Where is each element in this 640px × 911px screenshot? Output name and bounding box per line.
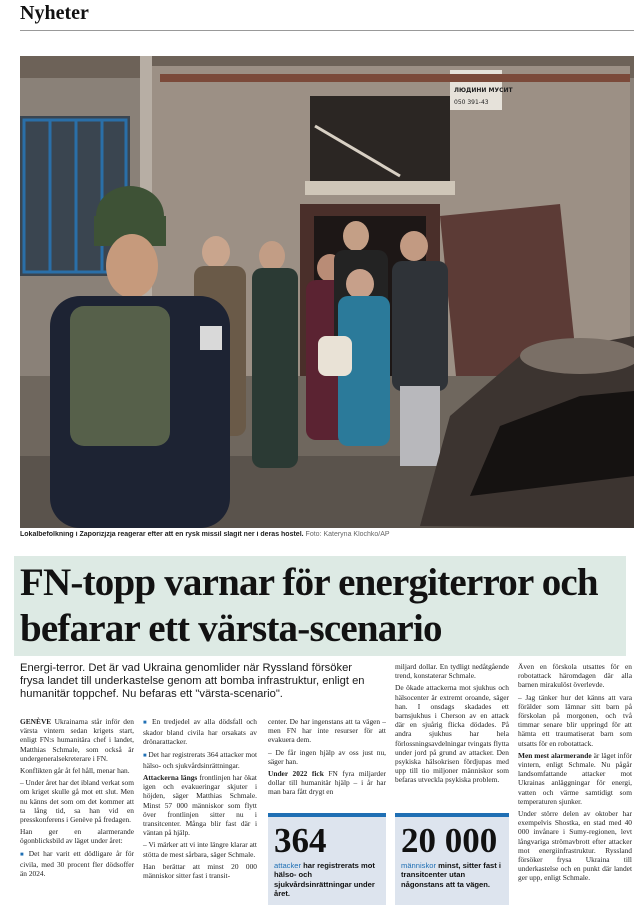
article-column-3: [268, 717, 386, 800]
photo-credit: Foto: Kateryna Klochko/AP: [305, 531, 390, 538]
paragraph-text: är läget inför vintern, enligt Schmale. Nu pågår landsomfattande attacker mot Ukrainas anläggningar för energi, vatten och värme samtidigt som temperaturen sjunker.: [518, 750, 632, 806]
factbox-attacks: [268, 813, 386, 905]
paragraph: – Under året har det ibland verkat som om kriget skulle gå mot ett slut. Men nu känns det som om det kommer att ta lång tid, sa han vid en presskonferens i Genève på fredagen.: [20, 778, 134, 825]
article-column-4: [395, 662, 509, 788]
paragraph-text: En tredjedel av alla dödsfall och skador bland civila har orsakats av drönarattacker.: [143, 717, 257, 747]
bullet-paragraph: [143, 717, 257, 747]
factbox-description: [401, 861, 503, 889]
subhead: Men mest alarmerande: [518, 750, 592, 760]
bullet-paragraph: [143, 750, 257, 770]
section-rule: [20, 30, 634, 31]
article-lead: Energi-terror. Det är vad Ukraina genomlider när Ryssland försöker frysa landet till underkastelse genom att bomba infrastruktur, enligt en humanitär toppchef. Nu befaras ett "värsta-scenario".: [20, 662, 365, 700]
paragraph: [268, 769, 386, 797]
sign-line2: ЛЮДИНИ МУСИТ: [454, 87, 513, 94]
paragraph: – Vi märker att vi inte längre klarar att stötta de mest sårbara, säger Schmale.: [143, 840, 257, 859]
paragraph: De ökade attackerna mot sjukhus och hälsocenter är extremt oroande, säger han. I onsdags skadades ett barnsjukhus i Cherson av en attack där en sjuårig flicka dödades. På andra sjukhus har hela förlossningsavdelningar tvingats flytta under jord på grund av attacker. Den psykiska hälsokrisen fördjupas med upp till tio miljoner människor som befaras utveckla psykiska problem.: [395, 683, 509, 785]
paragraph: Konflikten går åt fel håll, menar han.: [20, 766, 130, 776]
sign-line3: 050 391-43: [454, 99, 489, 106]
news-photo-illustration: [20, 56, 634, 528]
subhead: Under 2022 fick: [268, 769, 324, 779]
photo-caption: [20, 531, 634, 538]
paragraph: Under större delen av oktober har exempelvis Shostka, en stad med 40 000 invånare i Sumy-regionen, levt långvariga strömavbrott efter attacker mot energiinfrastruktur. Ryssland försöker frysa Ukraina till underkastelse och en punkt där landet ger upp, enligt Schmale.: [518, 809, 632, 883]
paragraph: center. De har ingenstans att ta vägen – men FN har inte resurser för att evakuera dem.: [268, 717, 386, 745]
section-label: Nyheter: [20, 2, 89, 24]
factbox-number: 20 000: [401, 821, 498, 860]
article-column-5: [518, 662, 632, 886]
paragraph-text: FN fyra miljarder dollar till humanitär hjälp – i år har man bara fått drygt en: [268, 769, 386, 797]
bullet-paragraph: [20, 849, 134, 879]
paragraph-text: frontlinjen har ökat igen och evakueringar skjuter i höjden, säger Matthias Schmale. Minst 57 000 människor som flytt över frontlinjen sitter nu i transitcenter. Många blir fast där i väntan på hjälp.: [143, 773, 257, 838]
factbox-description: [274, 861, 380, 899]
subhead: Attackerna längs: [143, 773, 198, 783]
dateline: GENÈVE: [20, 717, 52, 726]
factbox-number: 364: [274, 821, 327, 860]
paragraph: Även en förskola utsattes för en robotattack häromdagen där alla barnen mirakulöst överlevde.: [518, 662, 632, 690]
paragraph: [518, 751, 632, 806]
factbox-highlight: människor: [401, 861, 437, 870]
factbox-rule: [395, 813, 509, 817]
article-headline: FN-topp varnar för energiterror och befarar ett värsta-scenario: [20, 561, 598, 650]
paragraph-text: Det har registrerats 364 attacker mot hälso- och sjukvårdsinrättningar.: [143, 749, 258, 770]
caption-text: Lokalbefolkning i Zaporizjzja reagerar efter att en rysk missil slagit ner i deras hostel.: [20, 531, 304, 538]
paragraph-text: Ukrainarna står inför den värsta vintern sedan krigets start, enligt FN:s humanitära chef i landet, Matthias Schmale, som också är undergeneralsekreterare i FN.: [20, 717, 134, 763]
paragraph-text: Det har varit ett dödligare år för civila, med 30 procent fler dödsoffer än 2024.: [20, 848, 134, 879]
factbox-text: har registrerats mot hälso- och sjukvårdsinrättningar under året.: [274, 861, 375, 899]
paragraph: miljard dollar. En tydligt nedåtgående trend, konstaterar Schmale.: [395, 662, 509, 681]
paragraph: Han berättar att minst 20 000 människor sitter fast i transit-: [143, 861, 257, 881]
factbox-highlight: attacker: [274, 861, 302, 870]
article-column-1: [20, 717, 134, 881]
paragraph: – Jag tänker hur det känns att vara förälder som lämnar sitt barn på förskolan på morgonen, och två timmar senare blir uppringd för att hämta ett traumatiserat barn som utsatts för en robotattack.: [518, 692, 632, 748]
factbox-people: [395, 813, 509, 905]
factbox-text: minst, sitter fast i transitcenter utan någonstans att ta vägen.: [401, 861, 502, 889]
paragraph: [20, 717, 134, 763]
paragraph: – De får ingen hjälp av oss just nu, säger han.: [268, 747, 386, 766]
factbox-rule: [268, 813, 386, 817]
paragraph: Han ger en alarmerande ögonblicksbild av läget under året:: [20, 827, 134, 846]
news-photo: [20, 56, 634, 528]
paragraph: [143, 773, 257, 837]
article-column-2: [143, 717, 257, 883]
